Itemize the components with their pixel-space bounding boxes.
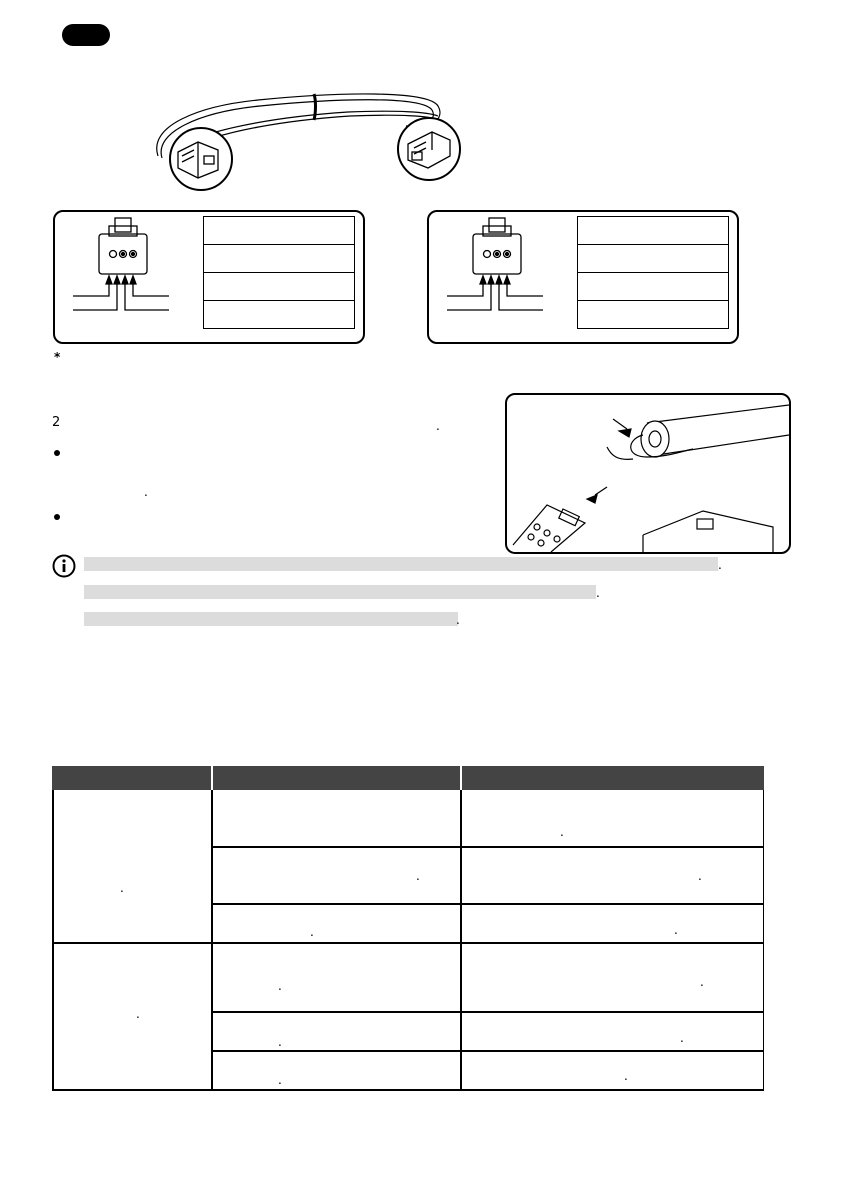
sentence-end: .: [596, 586, 600, 600]
table-cell-period: .: [278, 1073, 282, 1087]
sentence-end: .: [144, 485, 148, 499]
pin-label-cell: [203, 216, 355, 245]
pin-label-cell: [203, 244, 355, 273]
table-border: [52, 1089, 764, 1091]
sentence-end: .: [718, 558, 722, 572]
sentence-end: .: [436, 419, 440, 433]
table-cell-period: .: [560, 825, 564, 839]
pin-label-cell: [577, 216, 729, 245]
table-row-line: [211, 903, 764, 905]
step-number: 2: [52, 415, 61, 430]
pin-label-cell: [203, 300, 355, 329]
table-cell-period: .: [278, 1035, 282, 1049]
table-header: [52, 766, 764, 790]
note-highlight-line: [84, 557, 718, 571]
connector-right-icon: [396, 116, 462, 182]
connector-pinout-left-icon: [69, 214, 179, 314]
pin-label-cell: [577, 244, 729, 273]
table-row-line: [211, 846, 764, 848]
table-cell-period: .: [416, 869, 420, 883]
note-highlight-line: [84, 585, 596, 599]
note-highlight-line: [84, 612, 458, 626]
pin-label-cell: [203, 272, 355, 301]
connector-panel-left: [53, 210, 365, 344]
pin-label-cell: [577, 300, 729, 329]
table-border: [763, 790, 765, 1090]
bullet-point: [54, 450, 60, 456]
motor-remote-icon: [507, 395, 789, 552]
table-header-divider: [211, 766, 213, 790]
table-column-line: [460, 790, 462, 1090]
info-icon: [52, 554, 76, 578]
connector-left-icon: [168, 126, 234, 192]
footnote-asterisk: *: [54, 350, 61, 364]
table-cell-period: .: [700, 975, 704, 989]
motor-remote-illustration: [505, 393, 791, 554]
table-border: [52, 790, 54, 1090]
table-cell-period: .: [674, 923, 678, 937]
table-cell-period: .: [310, 925, 314, 939]
table-row-line: [52, 942, 764, 944]
table-cell-period: .: [698, 869, 702, 883]
connector-panel-right: [427, 210, 739, 344]
table-cell-period: .: [278, 979, 282, 993]
table-row-line: [211, 1011, 764, 1013]
language-badge: [62, 24, 110, 46]
connector-pinout-right-icon: [443, 214, 553, 314]
table-cell-period: .: [680, 1031, 684, 1045]
table-row-line: [211, 1050, 764, 1052]
sentence-end: .: [456, 613, 460, 627]
table-column-line: [211, 790, 213, 1090]
bullet-point: [54, 514, 60, 520]
table-cell-period: .: [624, 1069, 628, 1083]
pin-label-cell: [577, 272, 729, 301]
table-cell-period: .: [136, 1007, 140, 1021]
table-cell-period: .: [120, 881, 124, 895]
table-header-divider: [460, 766, 462, 790]
